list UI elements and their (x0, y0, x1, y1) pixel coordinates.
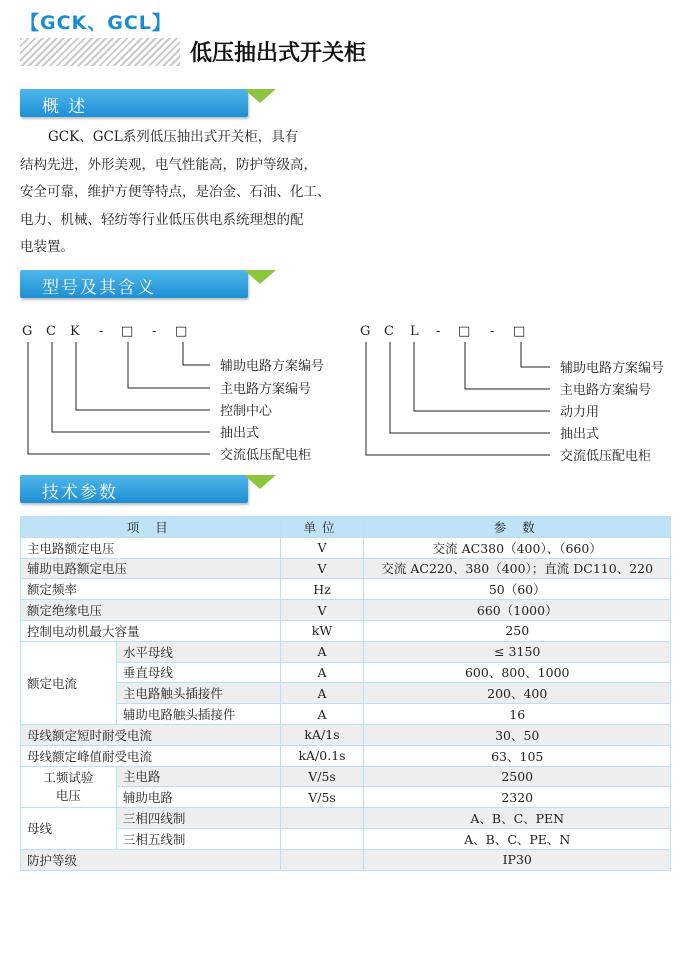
table-row (21, 641, 671, 662)
hatch-decoration (20, 38, 180, 66)
code-char: □ (458, 324, 471, 339)
value-cell: A、B、C、PEN (364, 808, 671, 829)
value-cell: 16 (364, 704, 671, 725)
model-label: 抽出式 (560, 427, 600, 442)
item-cell: 额定频率 (21, 579, 281, 600)
unit-cell (280, 849, 364, 870)
table-row (21, 558, 671, 579)
unit-cell: kA/0.1s (280, 745, 364, 766)
unit-cell (280, 828, 364, 849)
model-label: 抽出式 (220, 426, 260, 441)
code-char: C (384, 324, 394, 339)
table-row (21, 537, 671, 558)
table-header-row (21, 517, 671, 538)
item-cell: 母线额定峰值耐受电流 (21, 745, 281, 766)
header-unit: 单位 (280, 517, 364, 538)
code-char: - (436, 324, 441, 339)
table-row (21, 724, 671, 745)
value-cell: 660（1000） (364, 600, 671, 621)
gcl-code (360, 324, 525, 339)
unit-cell: V/5s (280, 766, 364, 787)
model-label: 主电路方案编号 (220, 382, 312, 397)
sub-item-cell: 辅助电路触头插接件 (116, 704, 280, 725)
value-cell: ≤ 3150 (364, 641, 671, 662)
code-char: - (99, 324, 104, 339)
sub-item-cell: 三相五线制 (116, 828, 280, 849)
overview-line: 安全可靠，维护方便等特点，是冶金、石油、化工、 (20, 184, 331, 200)
unit-cell: A (280, 662, 364, 683)
section-title-overview: 概 述 (42, 97, 88, 117)
value-cell: 交流 AC380（400）、（660） (364, 537, 671, 558)
section-title-model: 型号及其含义 (42, 278, 156, 298)
code-char: □ (513, 324, 526, 339)
unit-cell: V (280, 537, 364, 558)
table-row (21, 579, 671, 600)
green-arrow-icon (230, 475, 290, 503)
code-char: □ (175, 324, 188, 339)
header-value: 参 数 (364, 517, 671, 538)
model-label: 主电路方案编号 (560, 383, 652, 398)
value-cell: 250 (364, 620, 671, 641)
model-label: 辅助电路方案编号 (220, 359, 325, 374)
section-header-overview (20, 89, 252, 117)
table-row (21, 600, 671, 621)
unit-cell: V (280, 600, 364, 621)
gck-code (22, 324, 187, 339)
table-row (21, 849, 671, 870)
value-cell: 200、400 (364, 683, 671, 704)
unit-cell: kW (280, 620, 364, 641)
value-cell: IP30 (364, 849, 671, 870)
gcl-labels (560, 360, 664, 464)
green-arrow-icon (230, 270, 290, 298)
overview-line: 电力、机械、轻纺等行业低压供电系统理想的配 (20, 211, 304, 228)
brand-title: 【GCK、GCL】 (20, 12, 172, 34)
group-cell-rated-current: 额定电流 (21, 641, 117, 724)
code-char: - (490, 324, 495, 339)
header-item: 项 目 (21, 517, 281, 538)
model-label: 交流低压配电柜 (220, 448, 312, 463)
code-char: - (152, 324, 157, 339)
value-cell: 63、105 (364, 745, 671, 766)
model-diagram (0, 310, 700, 470)
tech-params-table (20, 516, 671, 871)
product-title: 低压抽出式开关柜 (190, 41, 367, 66)
unit-cell: kA/1s (280, 724, 364, 745)
code-char: C (46, 324, 56, 339)
gck-lines (28, 342, 210, 454)
table-row (21, 620, 671, 641)
sub-item-cell: 主电路 (116, 766, 280, 787)
group-cell-power-freq (21, 766, 117, 808)
item-cell: 防护等级 (21, 849, 281, 870)
code-char: □ (121, 324, 134, 339)
table-row (21, 704, 671, 725)
overview-line: GCK、GCL系列低压抽出式开关柜，具有 (48, 129, 299, 145)
table-row (21, 828, 671, 849)
table-row (21, 662, 671, 683)
sub-item-cell: 三相四线制 (116, 808, 280, 829)
unit-cell: Hz (280, 579, 364, 600)
sub-item-cell: 垂直母线 (116, 662, 280, 683)
table-row (21, 787, 671, 808)
sub-item-cell: 水平母线 (116, 641, 280, 662)
value-cell: 2500 (364, 766, 671, 787)
unit-cell: A (280, 683, 364, 704)
value-cell: 交流 AC220、380（400）；直流 DC110、220 (364, 558, 671, 579)
table-row (21, 766, 671, 787)
section-header-model (20, 270, 252, 298)
code-char: L (410, 324, 419, 339)
item-cell: 辅助电路额定电压 (21, 558, 281, 579)
value-cell: 600、800、1000 (364, 662, 671, 683)
item-cell: 母线额定短时耐受电流 (21, 724, 281, 745)
unit-cell: V/5s (280, 787, 364, 808)
table-row (21, 745, 671, 766)
model-label: 控制中心 (220, 404, 273, 419)
overview-line: 结构先进，外形美观，电气性能高，防护等级高， (20, 156, 317, 173)
group-label-line: 工频试验 (43, 769, 94, 785)
code-char: G (360, 324, 371, 339)
value-cell: 30、50 (364, 724, 671, 745)
table-row (21, 683, 671, 704)
unit-cell: V (280, 558, 364, 579)
model-label: 交流低压配电柜 (560, 449, 652, 464)
sub-item-cell: 主电路触头插接件 (116, 683, 280, 704)
unit-cell: A (280, 704, 364, 725)
model-label: 动力用 (560, 405, 600, 420)
group-cell-busbar: 母线 (21, 808, 117, 850)
code-char: K (70, 324, 80, 339)
item-cell: 控制电动机最大容量 (21, 620, 281, 641)
unit-cell (280, 808, 364, 829)
table-row (21, 808, 671, 829)
gck-labels (220, 358, 324, 463)
sub-item-cell: 辅助电路 (116, 787, 280, 808)
value-cell: 2320 (364, 787, 671, 808)
gcl-lines (366, 342, 550, 455)
code-char: G (22, 324, 33, 339)
section-header-params (20, 475, 252, 503)
value-cell: 50（60） (364, 579, 671, 600)
overview-paragraph (20, 124, 340, 262)
model-label: 辅助电路方案编号 (560, 361, 665, 376)
section-title-params: 技术参数 (42, 483, 118, 503)
unit-cell: A (280, 641, 364, 662)
overview-line: 电装置。 (20, 239, 74, 255)
group-label-line: 电压 (55, 787, 81, 803)
value-cell: A、B、C、PE、N (364, 828, 671, 849)
green-arrow-icon (230, 89, 290, 117)
item-cell: 额定绝缘电压 (21, 600, 281, 621)
item-cell: 主电路额定电压 (21, 537, 281, 558)
